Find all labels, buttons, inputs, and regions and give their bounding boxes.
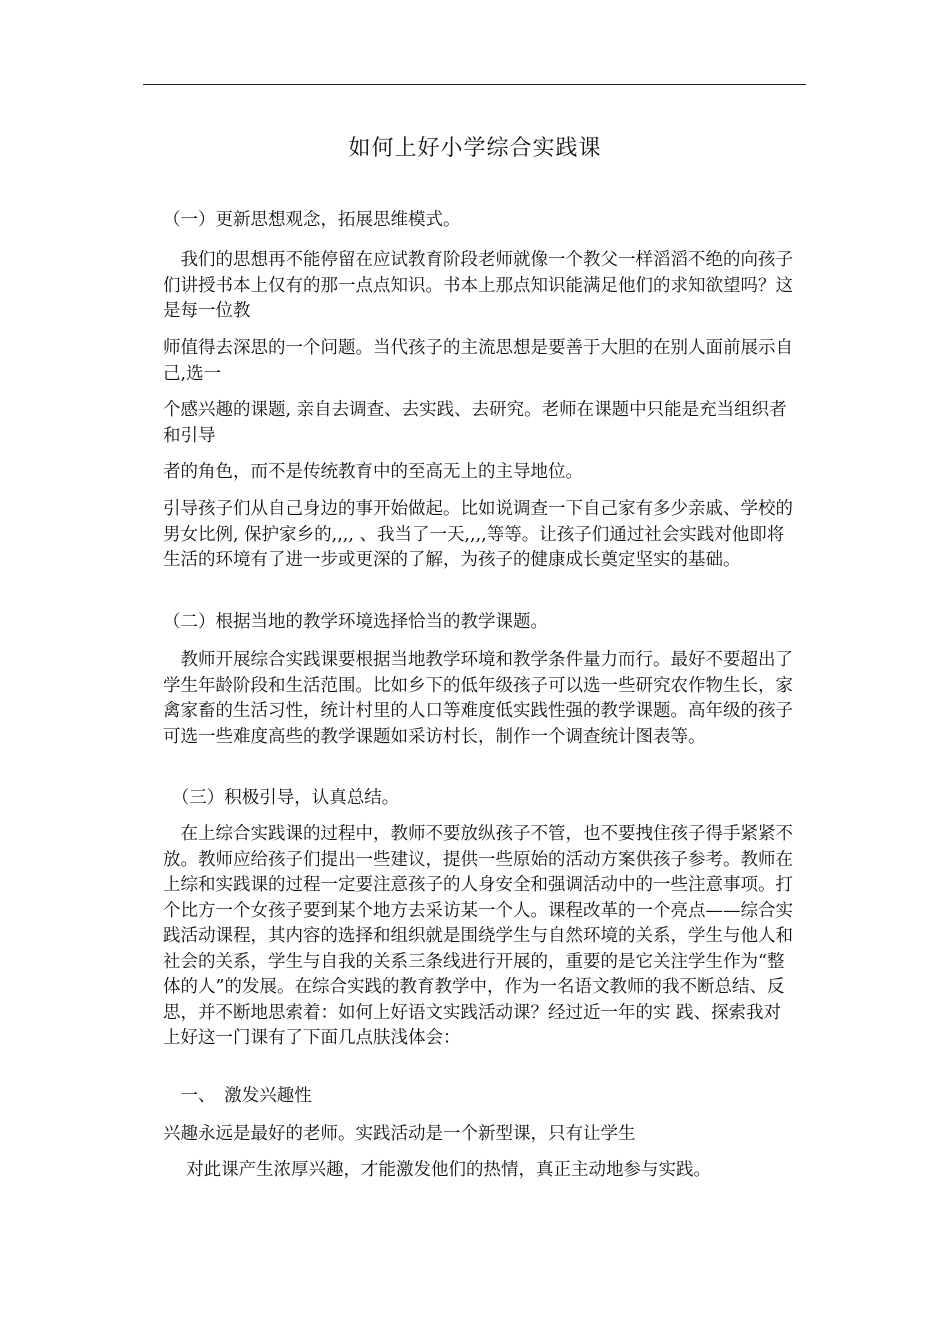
paragraph-2: 师值得去深思的一个问题。当代孩子的主流思想是要善于大胆的在别人面前展示自己,选一 xyxy=(163,338,793,384)
paragraph-6: 教师开展综合实践课要根据当地教学环境和教学条件量力而行。最好不要超出了学生年龄阶段和生活范围。比如乡下的低年级孩子可以选一些研究农作物生长，家禽家畜的生活习性，统计村里的人口等难度低实践性强的教学课题。高年级的孩子可选一些难度高些的教学课题如采访村长，制作一个调查统计图表等。 xyxy=(163,650,793,747)
section-heading-1: （一）更新思想观念，拓展思维模式。 xyxy=(163,210,461,230)
paragraph-5: 引导孩子们从自己身边的事开始做起。比如说调查一下自己家有多少亲戚、学校的男女比例, 保护家乡的,,,, 、我当了一天,,,,等等。让孩子们通过社会实践对他即将生活的环境有了进一步或更深的了解，为孩子的健康成长奠定坚实的基础。 xyxy=(163,499,793,570)
paragraph-8: 兴趣永远是最好的老师。实践活动是一个新型课，只有让学生 xyxy=(163,1124,636,1144)
paragraph-4: 者的角色，而不是传统教育中的至高无上的主导地位。 xyxy=(163,462,583,482)
document-title: 如何上好小学综合实践课 xyxy=(348,136,602,161)
header-rule xyxy=(143,84,806,85)
subheading-1: 一、 激发兴趣性 xyxy=(163,1086,312,1106)
paragraph-1: 我们的思想再不能停留在应试教育阶段老师就像一个教父一样滔滔不绝的向孩子们讲授书本上仅有的那一点点知识。书本上那点知识能满足他们的求知欲望吗？这是每一位教 xyxy=(163,250,793,321)
section-heading-2: （二）根据当地的教学环境选择恰当的教学课题。 xyxy=(163,612,548,632)
paragraph-3: 个感兴趣的课题, 亲自去调查、去实践、去研究。老师在课题中只能是充当组织者和引导 xyxy=(163,400,787,446)
paragraph-9: 对此课产生浓厚兴趣，才能激发他们的热情，真正主动地参与实践。 xyxy=(163,1160,712,1180)
paragraph-7: 在上综合实践课的过程中，教师不要放纵孩子不管，也不要拽住孩子得手紧紧不放。教师应给孩子们提出一些建议，提供一些原始的活动方案供孩子参考。教师在上综和实践课的过程一定要注意孩子的人身安全和强调活动中的一些注意事项。打个比方一个女孩子要到某个地方去采访某一个人。课程改革的一个亮点——综合实践活动课程，其内容的选择和组织就是围绕学生与自然环境的关系，学生与他人和社会的关系，学生与自我的关系三条线进行开展的，重要的是它关注学生作为“整体的人”的发展。在综合实践的教育教学中，作为一名语文教师的我不断总结、反思，并不断地思索着：如何上好语文实践活动课？经过近一年的实 践、探索我对上好这一门课有了下面几点肤浅体会： xyxy=(163,824,793,1048)
section-heading-3: （三）积极引导，认真总结。 xyxy=(163,788,400,808)
